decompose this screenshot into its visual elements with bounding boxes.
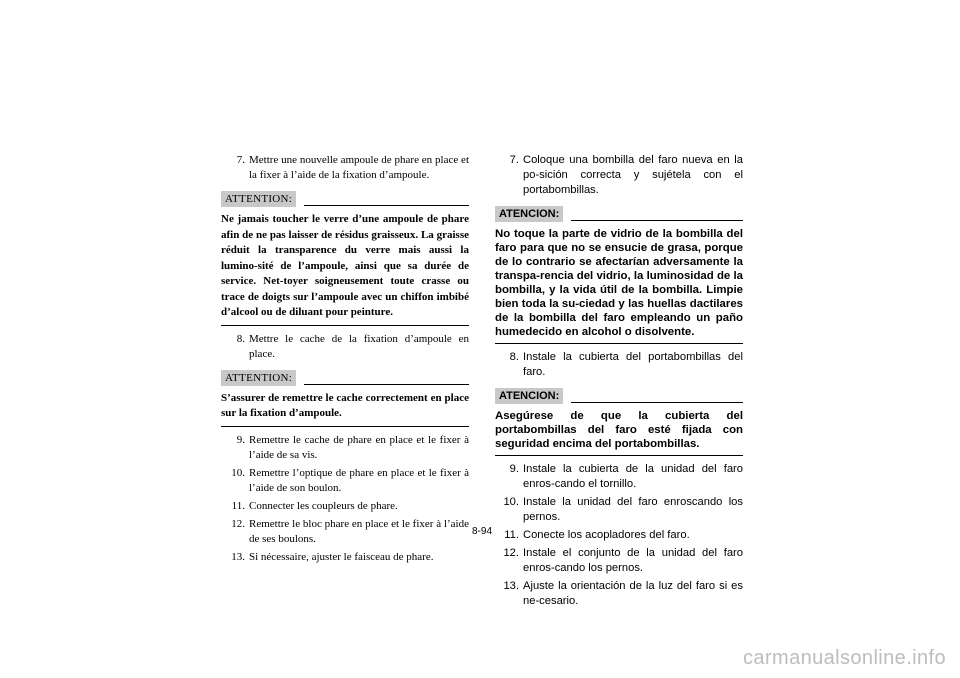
watermark-link[interactable]: carmanualsonline.info [743, 647, 946, 669]
step-item [221, 433, 469, 463]
step-item [495, 350, 743, 380]
notice-header [495, 206, 743, 222]
step-text: Remettre le bloc phare en place et le fixer à l’aide de ses boulons. [249, 517, 469, 545]
step-item [221, 550, 469, 565]
step-text: Ajuste la orientación de la luz del faro si es ne-cesario. [523, 580, 743, 607]
step-item [495, 579, 743, 609]
notice-rule [304, 205, 469, 206]
step-number: 11. [231, 499, 245, 512]
attention-text: S’assurer de remettre le cache correctement en place sur la fixation d’ampoule. [221, 391, 469, 427]
step-item [495, 153, 743, 198]
notice-rule [304, 384, 469, 385]
step-number: 10. [231, 466, 245, 479]
step-text: Mettre le cache de la fixation d’ampoule en place. [249, 332, 469, 360]
step-text: Coloque una bombilla del faro nueva en la po-sición correcta y sujétela con el portabombillas. [523, 154, 743, 196]
step-text: Instale la cubierta del portabombillas del faro. [523, 351, 743, 378]
step-item [221, 499, 469, 514]
french-column [221, 153, 469, 568]
step-number: 12. [231, 517, 245, 530]
attention-text: Ne jamais toucher le verre d’une ampoule de phare afin de ne pas laisser de résidus graisseux. La graisse réduit la transparence du verre mais aussi la lumino-sité de l’ampoule, ainsi que sa durée de service. Net-toyer soigneusement toute crasse ou trace de doigts sur l’ampoule avec un chiffon imbibé d’alcool ou de diluant pour peinture. [221, 212, 469, 326]
notice-header [221, 370, 469, 386]
step-number: 10. [503, 496, 519, 508]
step-number: 13. [503, 580, 519, 592]
atencion-text: Asegúrese de que la cubierta del portabombillas del faro esté fijada con seguridad encima del portabombillas. [495, 409, 743, 456]
step-text: Mettre une nouvelle ampoule de phare en place et la fixer à l’aide de la fixation d’ampoule. [249, 154, 469, 181]
step-item [495, 495, 743, 525]
notice-header [221, 191, 469, 207]
step-item [495, 462, 743, 492]
step-item [221, 466, 469, 496]
step-item [221, 332, 469, 362]
atencion-label: ATENCION: [495, 388, 563, 404]
step-number: 11. [504, 529, 519, 541]
attention-label: ATTENTION: [221, 370, 296, 386]
step-number: 8. [236, 332, 245, 345]
step-number: 13. [231, 550, 245, 563]
step-number: 12. [503, 547, 519, 559]
notice-rule [571, 220, 743, 221]
step-number: 7. [236, 154, 245, 166]
step-number: 8. [509, 351, 519, 363]
notice-header [495, 388, 743, 404]
step-text: Conecte los acopladores del faro. [523, 529, 690, 541]
step-number: 9. [509, 463, 519, 475]
step-number: 7. [509, 154, 519, 166]
step-list [221, 433, 469, 565]
atencion-text: No toque la parte de vidrio de la bombilla del faro para que no se ensucie de grasa, porque de lo contrario se afectarían adversamente la transpa-rencia del vidrio, la luminosidad de la bombilla, y la vida útil de la bombilla. Limpie bien toda la su-ciedad y las huellas dactilares de la bombilla del faro empleando un paño humedecido en alcohol o disolvente. [495, 227, 743, 344]
step-number: 9. [236, 433, 245, 446]
step-item [495, 546, 743, 576]
step-item [221, 153, 469, 183]
step-text: Si nécessaire, ajuster le faisceau de phare. [249, 550, 434, 563]
step-text: Remettre le cache de phare en place et le fixer à l’aide de sa vis. [249, 433, 469, 461]
spanish-column [495, 153, 743, 612]
step-text: Connecter les coupleurs de phare. [249, 499, 398, 512]
page-number: 8-94 [471, 526, 492, 537]
step-text: Instale la cubierta de la unidad del faro enros-cando el tornillo. [523, 463, 743, 490]
step-text: Remettre l’optique de phare en place et le fixer à l’aide de son boulon. [249, 466, 469, 494]
step-text: Instale el conjunto de la unidad del faro enros-cando los pernos. [523, 547, 743, 574]
atencion-label: ATENCION: [495, 206, 563, 222]
attention-label: ATTENTION: [221, 191, 296, 207]
step-text: Instale la unidad del faro enroscando los pernos. [523, 496, 743, 523]
notice-rule [571, 402, 743, 403]
